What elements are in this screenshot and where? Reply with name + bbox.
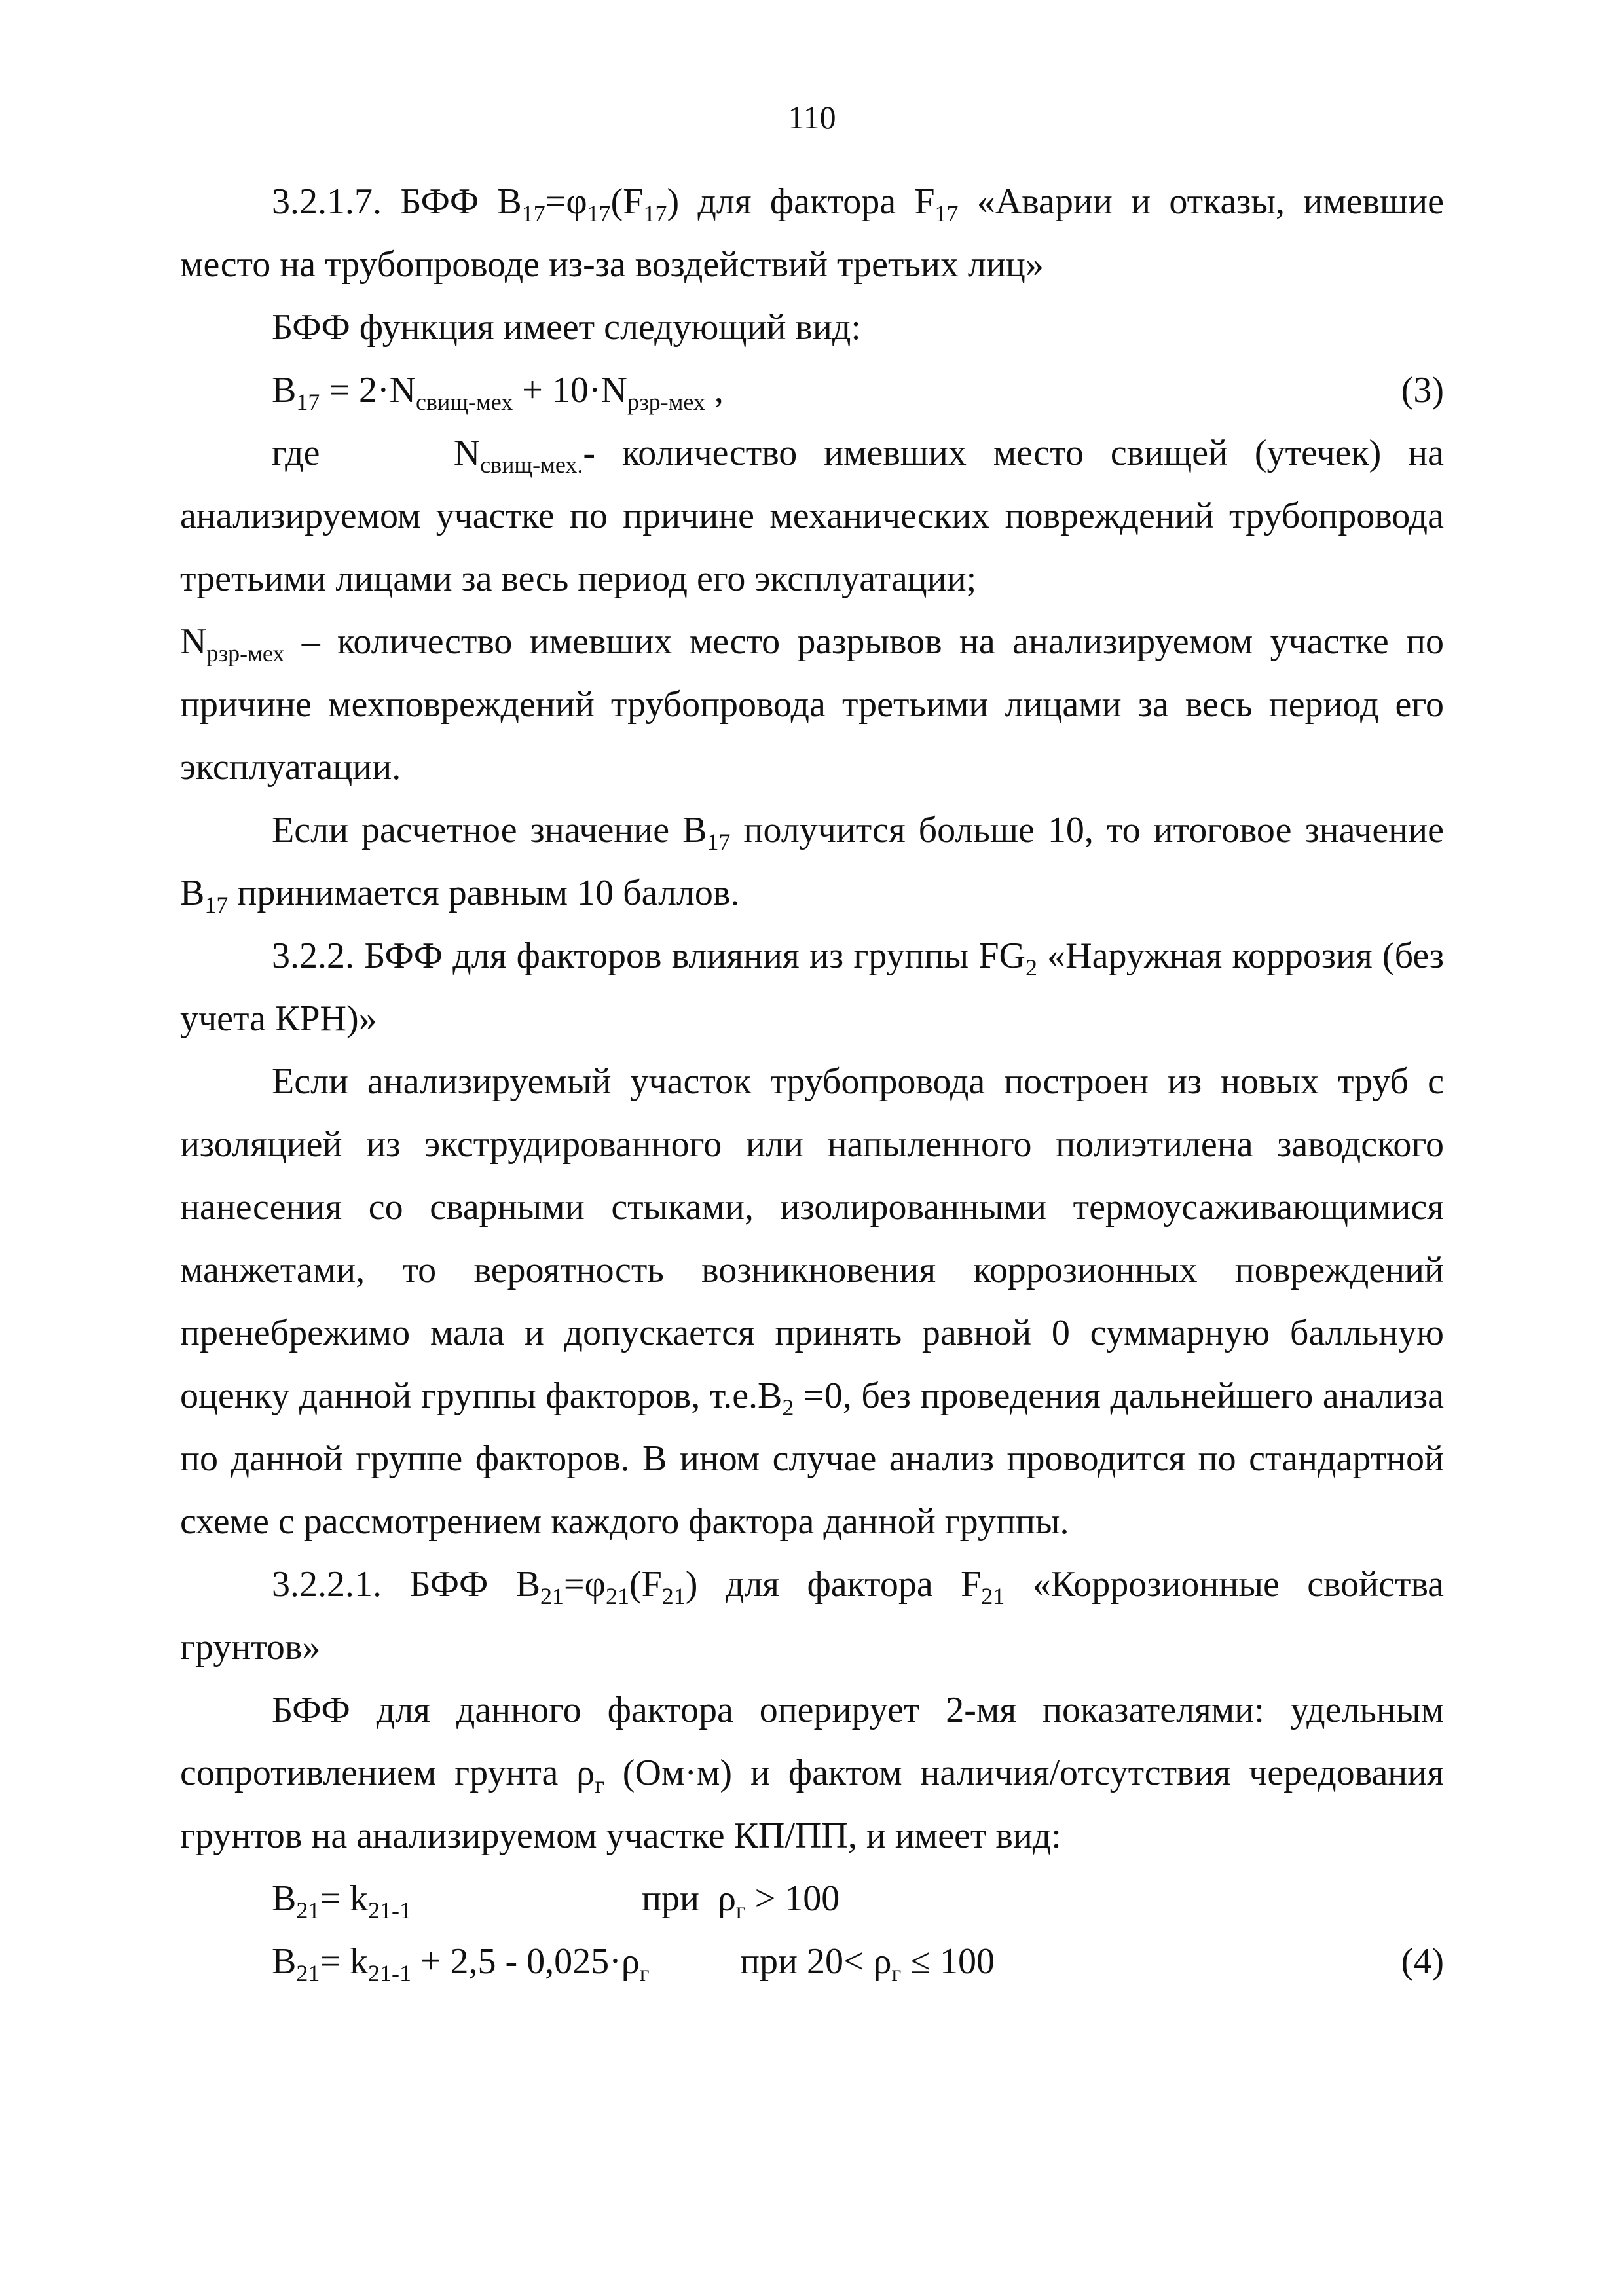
section-3-2-2-heading: 3.2.2. БФФ для факторов влияния из группы $FG_2$ «Наружная коррозия (без учета КРН)» (180, 936, 1444, 1039)
section-3-2-2-1-heading: 3.2.2.1. БФФ $B_{21}=\varphi_{21}(F_{21})$ для фактора $F_{21}$ «Коррозионные свойства грунтов» (180, 1564, 1445, 1667)
formula-4-number: (4) (1401, 1941, 1444, 1982)
definition-n-svisch: где $N_{свищ-мех.}-$ количество имевших место свищей (утечек) на анализируемом участке по причине механических повреждений трубопровода третьими лицами за весь период его эксплуатации; (180, 433, 1444, 599)
formula-4-line-1: $B_{21}= k_{21-1}$ (272, 1878, 411, 1924)
formula-4-line-1-condition: при $\rho_г > 100$ (642, 1878, 840, 1924)
limit-paragraph: Если расчетное значение $B_{17}$ получится больше 10, то итоговое значение $B_{17}$ принимается равным 10 баллов. (180, 810, 1444, 919)
formula-3: $B_{17} = 2\cdot N_{свищ-мех} + 10\cdot N_{рзр-мех}$ , (272, 370, 724, 416)
polyethylene-paragraph: Если анализируемый участок трубопровода построен из новых труб с изоляцией из экструдированного или напыленного полиэтилена заводского нанесения со сварными стыками, изолированными термоусаживающимися манжетами, то вероятность возникновения коррозионных повреждений пренебрежимо мала и допускается принять равной 0 суммарную балльную оценку данной группы факторов, $т.е.B_2 =0$, без проведения дальнейшего анализа по данной группе факторов. В ином случае анализ проводится по стандартной схеме с рассмотрением каждого фактора данной группы. (180, 1061, 1444, 1542)
formula-4-line-2: $B_{21}= k_{21-1} + 2,5 - 0,025\cdot\rho_г$ (272, 1941, 650, 1987)
section-3-2-1-7-heading: 3.2.1.7. БФФ $B_{17}=\varphi_{17}(F_{17})$ для фактора $F_{17}$ «Аварии и отказы, имевшие место на трубопроводе из-за воздействий третьих лиц» (180, 181, 1444, 285)
formula-3-number: (3) (1401, 370, 1444, 410)
formula-4-line-2-condition: при $20< \rho_г \le 100$ (740, 1941, 995, 1987)
page-number: 110 (788, 99, 836, 136)
definition-n-razryv: $N_{рзр-мех}$ – количество имевших место разрывов на анализируемом участке по причине мехповреждений трубопровода третьими лицами за весь период его эксплуатации. (180, 621, 1444, 788)
function-intro: БФФ функция имеет следующий вид: (272, 307, 861, 348)
soil-paragraph: БФФ для данного фактора оперирует 2-мя показателями: удельным сопротивлением грунта $\rho_г$ (Ом·м) и фактом наличия/отсутствия чередования грунтов на анализируемом участке КП/ПП, и имеет вид: (180, 1690, 1444, 1856)
